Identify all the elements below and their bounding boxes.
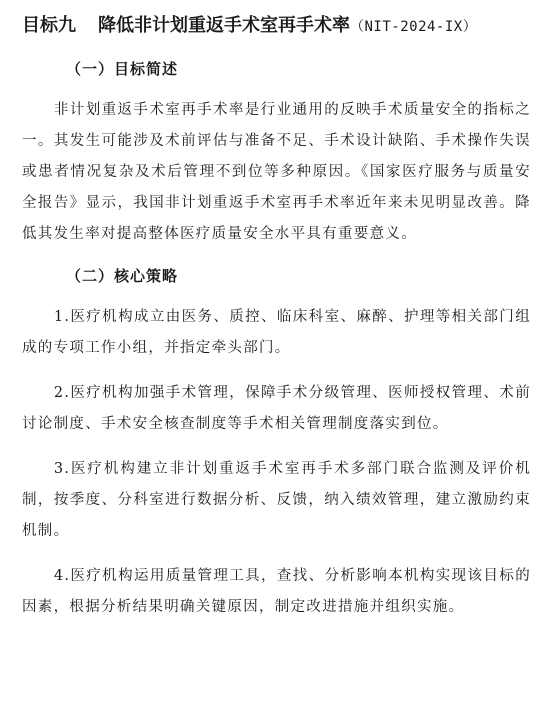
goal-number: 目标九 bbox=[22, 15, 76, 36]
goal-code: （NIT-2024-IX） bbox=[350, 19, 478, 35]
overview-paragraph: 非计划重返手术室再手术率是行业通用的反映手术质量安全的指标之一。其发生可能涉及术前评估与准备不足、手术设计缺陷、手术操作失误或患者情况复杂及术后管理不到位等多种原因。《国家医疗服务与质量安全报告》显示，我国非计划重返手术室再手术率近年来未见明显改善。降低其发生率对提高整体医疗质量安全水平具有重要意义。 bbox=[22, 102, 531, 242]
strategy-item-2: 2.医疗机构加强手术管理，保障手术分级管理、医师授权管理、术前讨论制度、手术安全核查制度等手术相关管理制度落实到位。 bbox=[22, 385, 531, 432]
strategy-list bbox=[22, 302, 531, 623]
goal-title: 降低非计划重返手术室再手术率 bbox=[98, 15, 350, 36]
strategy-item-4: 4.医疗机构运用质量管理工具，查找、分析影响本机构实现该目标的因素，根据分析结果明确关键原因，制定改进措施并组织实施。 bbox=[22, 568, 531, 615]
strategy-item-1: 1.医疗机构成立由医务、质控、临床科室、麻醉、护理等相关部门组成的专项工作小组，并指定牵头部门。 bbox=[22, 309, 531, 356]
goal-heading bbox=[22, 12, 531, 41]
section-heading-strategies: （二）核心策略 bbox=[66, 267, 179, 285]
strategy-item-3: 3.医疗机构建立非计划重返手术室再手术多部门联合监测及评价机制，按季度、分科室进行数据分析、反馈，纳入绩效管理，建立激励约束机制。 bbox=[22, 461, 531, 539]
section-heading-overview: （一）目标简述 bbox=[66, 60, 179, 78]
